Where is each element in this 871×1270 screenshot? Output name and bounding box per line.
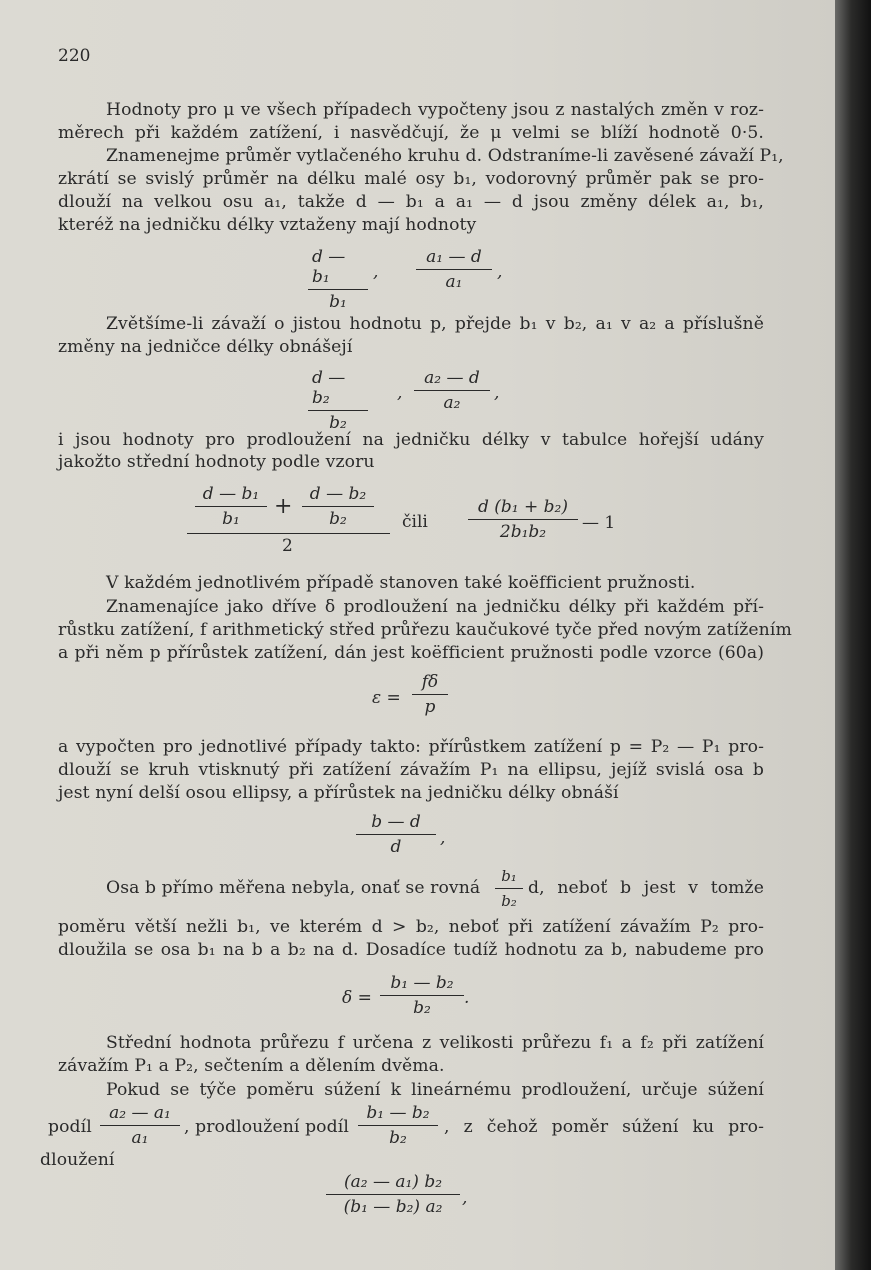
minus-one: — 1 — [582, 513, 616, 533]
outer-denominator: 2 — [282, 536, 293, 556]
numerator: b₁ — b₂ — [366, 1103, 430, 1123]
denominator: a₁ — [131, 1128, 149, 1148]
numerator: d (b₁ + b₂) — [478, 497, 568, 517]
numerator: a₂ — a₁ — [109, 1103, 171, 1123]
text-line: měrech při každém zatížení, i nasvědčují, že μ velmi se blíží hodnotě 0·5. — [58, 123, 764, 143]
fraction — [195, 484, 267, 529]
fraction — [358, 1103, 438, 1148]
fraction-bar — [412, 694, 448, 695]
numerator: b₁ — b₂ — [390, 973, 454, 993]
page-number: 220 — [58, 46, 91, 66]
text-line: dlouží na velkou osu a₁, takže d — b₁ a a₁ — d jsou změny délek a₁, b₁, — [58, 192, 764, 212]
fraction-bar — [308, 289, 368, 290]
book-spine — [835, 0, 871, 1270]
fraction — [414, 368, 490, 413]
fraction — [468, 497, 578, 542]
fraction-bar — [302, 506, 374, 507]
text-line: podíl — [48, 1117, 92, 1137]
epsilon-lhs: ε = — [372, 688, 401, 708]
text-line: d, neboť b jest v tomže — [528, 878, 764, 898]
text-line: dlouží se kruh vtisknutý při zatížení závažím P₁ na ellipsu, jejíž svislá osa b — [58, 760, 764, 780]
numerator: b₁ — [501, 867, 517, 885]
denominator: a₁ — [445, 272, 463, 292]
numerator: a₂ — d — [424, 368, 480, 388]
text-line: poměru větší nežli b₁, ve kterém d > b₂, neboť při zatížení závažím P₂ pro- — [58, 917, 764, 937]
denominator: (b₁ — b₂) a₂ — [343, 1197, 443, 1217]
text-line: jest nyní delší osou ellipsy, a přírůstek na jedničku délky obnáší — [58, 783, 619, 803]
comma: , — [494, 383, 500, 403]
text-line: Znamenejme průměr vytlačeného kruhu d. Odstraníme-li zavěsené závaží P₁, — [106, 146, 784, 166]
denominator: b₁ — [329, 292, 347, 312]
numerator: b — d — [371, 812, 421, 832]
fraction — [326, 1172, 460, 1217]
text-line: Zvětšíme-li závaží o jistou hodnotu p, přejde b₁ v b₂, a₁ v a₂ a příslušně — [106, 314, 764, 334]
cili-label: čili — [402, 512, 428, 532]
plus-sign: + — [274, 494, 293, 519]
text-line: kteréž na jedničku délky vztaženy mají hodnoty — [58, 215, 477, 235]
text-line: Pokud se týče poměru súžení k lineárnému prodloužení, určuje súžení — [106, 1080, 764, 1100]
comma: , — [462, 1188, 468, 1208]
text-line: a vypočten pro jednotlivé případy takto: přírůstkem zatížení p = P₂ — P₁ pro- — [58, 737, 764, 757]
comma: , — [497, 262, 503, 282]
denominator: b₂ — [329, 509, 347, 529]
fraction-bar — [195, 506, 267, 507]
fraction — [356, 812, 436, 857]
denominator: 2b₁b₂ — [499, 522, 547, 542]
text-line: jakožto střední hodnoty podle vzoru — [58, 452, 375, 472]
outer-fraction-bar — [187, 533, 390, 534]
text-line: Střední hodnota průřezu f určena z velikosti průřezu f₁ a f₂ při zatížení — [106, 1033, 764, 1053]
text-line: závažím P₁ a P₂, sečtením a dělením dvěma. — [58, 1056, 445, 1076]
text-line: i jsou hodnoty pro prodloužení na jedničku délky v tabulce hořejší udány — [58, 430, 764, 450]
denominator: b₂ — [389, 1128, 407, 1148]
comma: , — [440, 828, 446, 848]
numerator: d — b₁ — [312, 247, 346, 287]
text-line: V každém jednotlivém případě stanoven také koëfficient pružnosti. — [106, 573, 696, 593]
fraction — [416, 247, 492, 292]
fraction-bar — [468, 519, 578, 520]
numerator: fδ — [421, 672, 439, 692]
denominator: d — [390, 837, 402, 857]
denominator: p — [424, 697, 436, 717]
fraction-bar — [358, 1125, 438, 1126]
fraction-bar — [495, 888, 523, 889]
fraction-bar — [326, 1194, 460, 1195]
denominator: b₂ — [413, 998, 431, 1018]
text-line: Hodnoty pro μ ve všech případech vypočteny jsou z nastalých změn v roz- — [106, 100, 764, 120]
text-line: změny na jedničce délky obnášejí — [58, 337, 353, 357]
denominator: b₂ — [501, 892, 517, 910]
fraction — [308, 368, 368, 433]
fraction-bar — [308, 410, 368, 411]
fraction — [100, 1103, 180, 1148]
denominator: b₂ — [329, 413, 347, 433]
denominator: a₂ — [443, 393, 461, 413]
denominator: b₁ — [222, 509, 240, 529]
comma: , — [397, 383, 403, 403]
text-line: dloužení — [40, 1150, 115, 1170]
comma: , — [373, 262, 379, 282]
numerator: d — b₂ — [312, 368, 346, 408]
numerator: a₁ — d — [426, 247, 482, 267]
fraction — [412, 672, 448, 717]
numerator: d — b₂ — [309, 484, 367, 504]
text-line: Znamenajíce jako dříve δ prodloužení na jedničku délky při každém pří- — [106, 597, 764, 617]
numerator: (a₂ — a₁) b₂ — [343, 1172, 443, 1192]
fraction — [380, 973, 464, 1018]
text-line: Osa b přímo měřena nebyla, onať se rovná — [106, 878, 481, 898]
fraction-bar — [416, 269, 492, 270]
text-line: dloužila se osa b₁ na b a b₂ na d. Dosadíce tudíž hodnotu za b, nabudeme pro — [58, 940, 764, 960]
fraction-bar — [414, 390, 490, 391]
fraction — [302, 484, 374, 529]
text-line: , prodloužení podíl — [184, 1117, 349, 1137]
fraction — [495, 866, 523, 911]
delta-lhs: δ = — [342, 988, 372, 1008]
fraction-bar — [100, 1125, 180, 1126]
fraction-bar — [356, 834, 436, 835]
text-line: růstku zatížení, f arithmetický střed průřezu kaučukové tyče před novým zatížením — [58, 620, 792, 640]
text-line: a při něm p přírůstek zatížení, dán jest koëfficient pružnosti podle vzorce (60a) — [58, 643, 764, 663]
text-line: , z čehož poměr súžení ku pro- — [444, 1117, 764, 1137]
period: . — [464, 988, 470, 1008]
fraction-bar — [380, 995, 464, 996]
fraction — [308, 247, 368, 312]
numerator: d — b₁ — [202, 484, 260, 504]
text-line: zkrátí se svislý průměr na délku malé osy b₁, vodorovný průměr pak se pro- — [58, 169, 764, 189]
